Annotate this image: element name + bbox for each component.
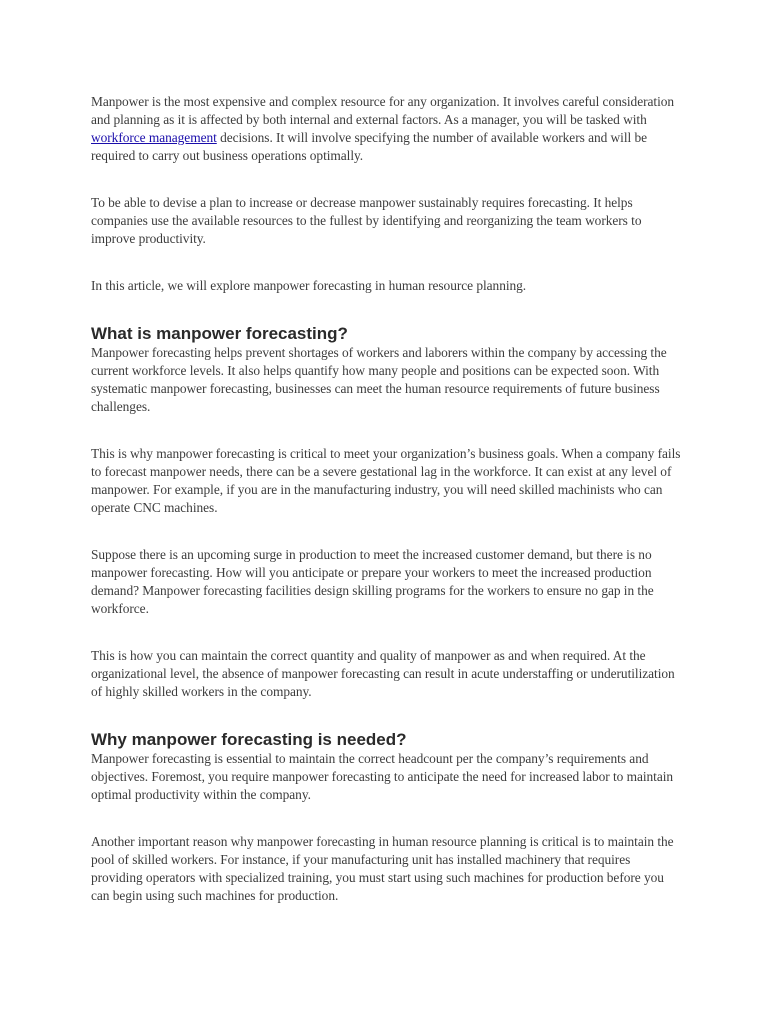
what-is-paragraph-2: This is why manpower forecasting is critical to meet your organization’s business goals. When a company fails to forecast manpower needs, there can be a severe gestational lag in the workforce. It can exist at any level of manpower. For example, if you are in the manufacturing industry, you will need skilled machinists who can operate CNC machines. — [91, 446, 681, 515]
article-body — [91, 93, 681, 905]
workforce-management-link[interactable]: workforce management — [91, 130, 217, 145]
section-heading-why-needed: Why manpower forecasting is needed? — [91, 730, 407, 749]
why-needed-paragraph-1: Manpower forecasting is essential to maintain the correct headcount per the company’s requirements and objectives. Foremost, you require manpower forecasting to anticipate the need for increased labor to maintain optimal productivity within the company. — [91, 751, 674, 802]
what-is-paragraph-4: This is how you can maintain the correct quantity and quality of manpower as and when required. At the organizational level, the absence of manpower forecasting can result in acute understaffing or underutilization of highly skilled workers in the company. — [91, 648, 675, 699]
what-is-paragraph-3: Suppose there is an upcoming surge in production to meet the increased customer demand, but there is no manpower forecasting. How will you anticipate or prepare your workers to meet the increased production demand? Manpower forecasting facilities design skilling programs for the workers to ensure no gap in the workforce. — [91, 547, 654, 616]
section-heading-what-is: What is manpower forecasting? — [91, 324, 348, 343]
intro-paragraph-1 — [91, 93, 681, 165]
intro-paragraph-1-text-before: Manpower is the most expensive and complex resource for any organization. It involves careful consideration and planning as it is affected by both internal and external factors. As a manager, you will be tasked with — [91, 94, 675, 127]
why-needed-paragraph-2: Another important reason why manpower forecasting in human resource planning is critical is to maintain the pool of skilled workers. For instance, if your manufacturing unit has installed machinery that requires providing operators with specialized training, you must start using such machines for production before you can begin using such machines for production. — [91, 834, 674, 903]
intro-paragraph-3: In this article, we will explore manpower forecasting in human resource planning. — [91, 278, 527, 293]
intro-paragraph-2: To be able to devise a plan to increase or decrease manpower sustainably requires forecasting. It helps companies use the available resources to the fullest by identifying and reorganizing the team workers to improve productivity. — [91, 195, 642, 246]
what-is-paragraph-1: Manpower forecasting helps prevent shortages of workers and laborers within the company by accessing the current workforce levels. It also helps quantify how many people and positions can be expected soon. With systematic manpower forecasting, businesses can meet the human resource requirements of future business challenges. — [91, 345, 667, 414]
intro-paragraph-1-text-after: decisions. It will involve specifying the number of available workers and will be required to carry out business operations optimally. — [91, 130, 648, 163]
